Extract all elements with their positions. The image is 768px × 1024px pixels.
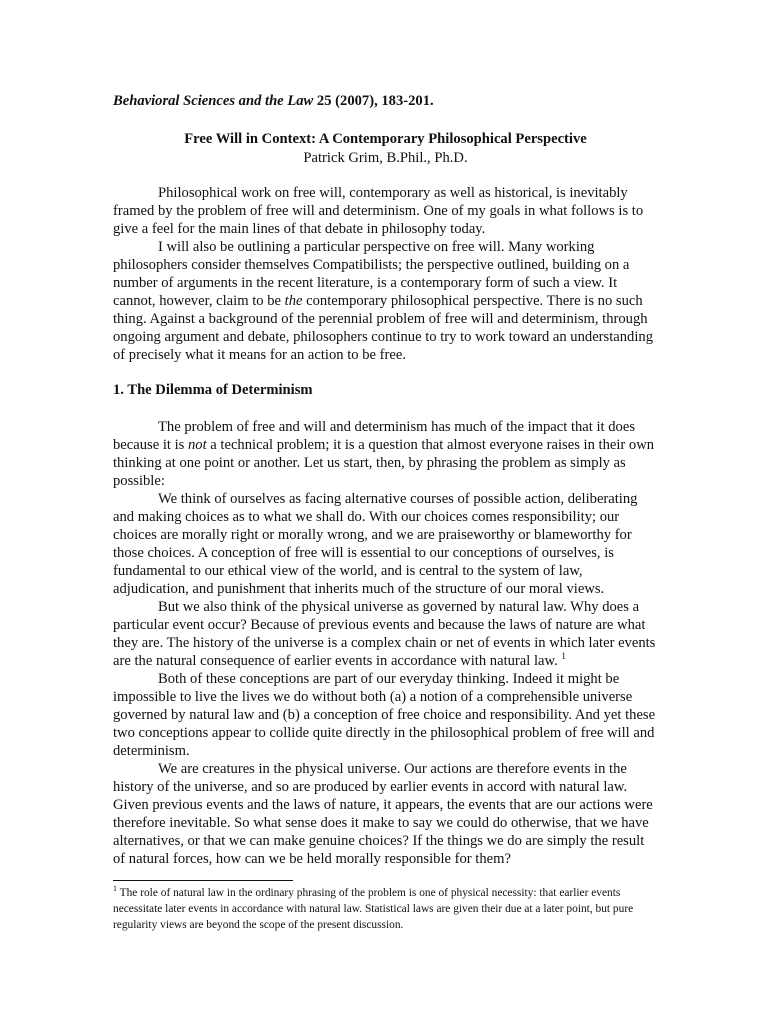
- journal-citation: [113, 92, 658, 110]
- section-1-paragraph-3: [113, 598, 658, 670]
- section-1-paragraph-1-text-a: The problem of free and will and determinism has much of the impact that it does because it is: [113, 419, 635, 453]
- journal-name: Behavioral Sciences and the Law: [113, 93, 314, 109]
- section-1-paragraph-1-text-b: a technical problem; it is a question that almost everyone raises in their own thinking at one point or another. Let us start, then, by phrasing the problem as simply as possible:: [113, 437, 655, 489]
- section-heading: 1. The Dilemma of Determinism: [113, 382, 313, 398]
- intro-paragraph-1: Philosophical work on free will, contemporary as well as historical, is inevitably framed by the problem of free will and determinism. One of my goals in what follows is to give a feel for the main lines of that debate in philosophy today.: [113, 185, 644, 237]
- intro-paragraph-2-text-b: contemporary philosophical perspective. There is no such thing. Against a background of the perennial problem of free will and determinism, through ongoing argument and debate, philosophers continue to try to work toward an understanding of precisely what it means for an action to be free.: [113, 293, 653, 363]
- intro-section: [113, 184, 658, 364]
- footnote-reference[interactable]: 1: [561, 651, 566, 662]
- section-1-paragraph-5: We are creatures in the physical universe. Our actions are therefore events in the history of the universe, and so are produced by earlier events in accord with natural law. Given previous events and the laws of nature, it appears, the events that are our actions were therefore inevitable. So what sense does it make to say we could do otherwise, that we have alternatives, or that we can make genuine choices? If the things we do are simply the result of natural forces, how can we be held morally responsible for them?: [113, 761, 653, 867]
- section-1-body: [113, 418, 658, 868]
- section-1-paragraph-4: Both of these conceptions are part of our everyday thinking. Indeed it might be impossible to live the lives we do without both (a) a notion of a comprehensible universe governed by natural law and (b) a conception of free choice and responsibility. And yet these two conceptions appear to collide quite directly in the philosophical problem of free will and determinism.: [113, 671, 656, 759]
- footnote-divider: [113, 880, 293, 881]
- intro-paragraph-2-emphasis: the: [284, 293, 303, 309]
- footnote-text: The role of natural law in the ordinary phrasing of the problem is one of physical necessity: that earlier events necessitate later events in accordance with natural law. Statistical laws are given their due at a later point, but pure regularity views are beyond the scope of the present discussion.: [113, 887, 634, 931]
- footnote: [113, 885, 658, 933]
- intro-paragraph-2-text-a: I will also be outlining a particular perspective on free will. Many working philosophers consider themselves Compatibilists; the perspective outlined, building on a number of arguments in the recent literature, is a contemporary form of such a view. It cannot, however, claim to be: [113, 239, 630, 309]
- citation-details: 25 (2007), 183-201.: [313, 93, 434, 109]
- section-1-paragraph-1-emphasis: not: [187, 437, 207, 453]
- intro-paragraph-2: [113, 238, 658, 364]
- footnote-mark: 1: [113, 884, 117, 894]
- section-1-paragraph-1: [113, 418, 658, 490]
- paper-title: Free Will in Context: A Contemporary Philosophical Perspective: [184, 131, 587, 147]
- section-1-paragraph-2: We think of ourselves as facing alternative courses of possible action, deliberating and making choices as to what we shall do. With our choices comes responsibility; our choices are morally right or morally wrong, and we are praiseworthy or blameworthy for those choices. A conception of free will is essential to our conceptions of ourselves, is fundamental to our ethical view of the world, and is central to the system of law, adjudication, and punishment that inherits much of the structure of our moral views.: [113, 491, 638, 597]
- paper-author: Patrick Grim, B.Phil., Ph.D.: [303, 150, 468, 166]
- section-1-paragraph-3-text: But we also think of the physical universe as governed by natural law. Why does a particular event occur? Because of previous events and because the laws of nature are what they are. The history of the universe is a complex chain or net of events in which later events are the natural consequence of earlier events in accordance with natural law.: [113, 599, 656, 669]
